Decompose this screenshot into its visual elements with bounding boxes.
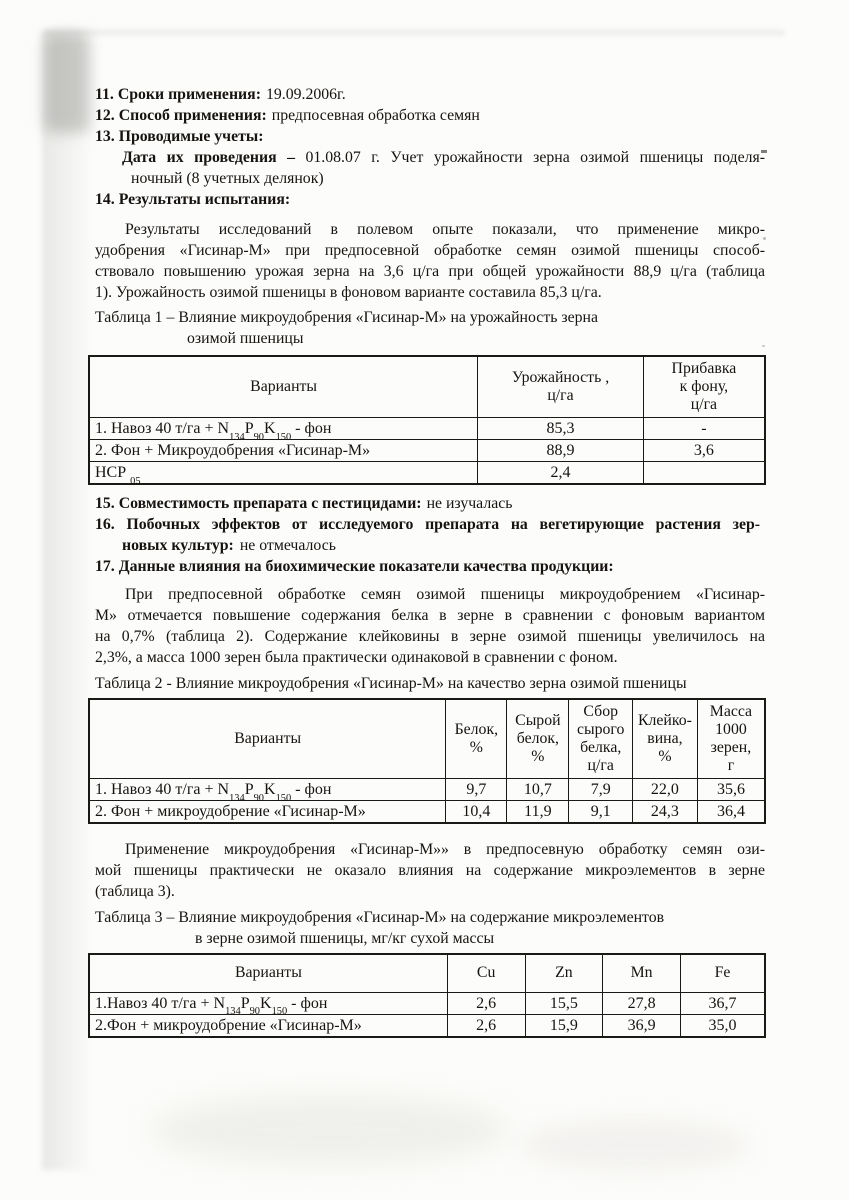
paragraph-line: Применение микроудобрения «Гисинар-М»» в предпосевную обработку семян ози- (125, 841, 765, 858)
value-cell: 11,9 (507, 801, 569, 824)
table-row (89, 440, 765, 462)
table-1-caption (95, 307, 765, 349)
variant-cell: 1. Навоз 40 $т/га + N_{134}P_{90}K_{150}$ - фон (89, 418, 478, 440)
item-15-value: не изучалась (426, 495, 513, 512)
caption-line: озимой пшеницы (187, 330, 304, 347)
table-header-cell: Mn (603, 954, 681, 992)
paragraph-line: Результаты исследований в полевом опыте показали, что применение микро- (125, 221, 765, 238)
list-item-15 (95, 493, 765, 514)
value-cell: 35,0 (680, 1014, 765, 1037)
table-row (89, 1014, 765, 1037)
paragraph-line: При предпосевной обработке семян озимой пшеницы микроудобрением «Гисинар- (125, 586, 765, 603)
item-16-value: не отмечалось (239, 537, 336, 554)
value-cell: 9,1 (569, 801, 633, 824)
list-item-13 (95, 126, 765, 147)
paragraph-line: на 0,7% (таблица 2). Содержание клейковины в зерне озимой пшеницы увеличилось на (95, 628, 765, 645)
value-cell: 24,3 (632, 801, 697, 824)
caption-line: Таблица 2 - Влияние микроудобрения «Гисинар-М» на качество зерна озимой пшеницы (95, 675, 687, 692)
item-15-heading: 15. Совместимость препарата с пестицидами: (95, 495, 422, 512)
list-item-12 (95, 105, 765, 126)
table-header-cell: Fe (680, 954, 765, 992)
paragraph-line: 2,3%, а масса 1000 зерен была практически одинаковой в сравнении с фоном. (95, 649, 618, 666)
table-3-caption (95, 907, 765, 949)
table-header-cell: Сбор сырого белка, ц/га (569, 699, 633, 779)
table-header-cell: Варианты (89, 699, 446, 779)
paragraph-results (95, 219, 765, 303)
table-header-cell: Сырой белок, % (507, 699, 569, 779)
item-12-heading: 12. Способ применения: (95, 107, 267, 124)
item-13-detail-label: Дата их проведения – (122, 149, 295, 166)
variant-cell: 2.Фон + микроудобрение «Гисинар-М» (89, 1014, 447, 1037)
value-cell: 15,5 (525, 992, 603, 1014)
item-17-heading: 17. Данные влияния на биохимические показатели качества продукции: (95, 558, 614, 575)
table-header-row (89, 954, 765, 992)
item-11-heading: 11. Сроки применения: (95, 86, 261, 103)
item-16-heading-cont: новых культур: (122, 537, 234, 554)
table-3-microelements (88, 953, 766, 1038)
value-cell: 10,4 (446, 801, 507, 824)
scan-blotch (520, 1120, 750, 1170)
caption-line: Таблица 1 – Влияние микроудобрения «Гисинар-М» на урожайность зерна (95, 309, 598, 326)
list-item-17 (95, 556, 765, 577)
table-header-cell: Клейко- вина, % (632, 699, 697, 779)
paragraph-line: 1). Урожайность озимой пшеницы в фоновом варианте составила 85,3 ц/га. (95, 284, 602, 301)
table-row (89, 992, 765, 1014)
value-cell: 36,9 (603, 1014, 681, 1037)
list-item-13-detail-line-1 (122, 147, 765, 168)
value-cell: - (643, 418, 765, 440)
paragraph-line: удобрения «Гисинар-М» при предпосевной обработке семян озимой пшеницы способ- (95, 242, 765, 259)
list-item-16-line-1 (95, 514, 765, 535)
value-cell: 2,4 (478, 462, 644, 485)
value-cell: 85,3 (478, 418, 644, 440)
caption-line: в зерне озимой пшеницы, мг/кг сухой массы (195, 930, 495, 947)
value-cell: 36,7 (680, 992, 765, 1014)
paragraph-line: (таблица 3). (95, 883, 175, 900)
document-content (95, 84, 765, 1038)
paragraph-quality (95, 584, 765, 668)
value-cell (643, 462, 765, 485)
variant-cell: 1.Навоз 40 $т/га + N_{134}P_{90}K_{150}$ - фон (89, 992, 447, 1014)
item-13-detail-value: 01.08.07 г. Учет урожайности зерна озимой пшеницы поделя- (305, 149, 765, 166)
value-cell: 9,7 (446, 779, 507, 801)
paragraph-microelements (95, 839, 765, 902)
item-12-value: предпосевная обработка семян (271, 107, 480, 124)
paragraph-line: мой пшеницы практически не оказало влияния на содержание микроэлементов в зерне (95, 862, 765, 879)
value-cell: 36,4 (697, 801, 765, 824)
table-2-grain-quality (88, 698, 766, 824)
table-row (89, 462, 765, 485)
caption-line: Таблица 3 – Влияние микроудобрения «Гисинар-М» на содержание микроэлементов (95, 909, 665, 926)
value-cell: 10,7 (507, 779, 569, 801)
value-cell: 27,8 (603, 992, 681, 1014)
item-13-heading: 13. Проводимые учеты: (95, 128, 264, 145)
table-header-row (89, 356, 765, 418)
value-cell: 35,6 (697, 779, 765, 801)
value-cell: 22,0 (632, 779, 697, 801)
variant-cell: 1. Навоз 40 $т/га + N_{134}P_{90}K_{150}$ - фон (89, 779, 446, 801)
table-header-cell: Масса 1000 зерен, г (697, 699, 765, 779)
table-header-cell: Варианты (89, 954, 447, 992)
table-header-cell: Варианты (89, 356, 478, 418)
scan-smudge-top-left (44, 33, 90, 133)
list-item-13-detail-line-2: ночный (8 учетных делянок) (131, 170, 324, 187)
list-item-11 (95, 84, 765, 105)
item-11-value: 19.09.2006г. (265, 86, 346, 103)
table-header-cell: Cu (447, 954, 525, 992)
scan-shadow-top (45, 29, 785, 36)
value-cell: 2,6 (447, 1014, 525, 1037)
table-row (89, 801, 765, 824)
scan-shadow-left (42, 30, 94, 1170)
paragraph-line: ствовало повышению урожая зерна на 3,6 ц/га при общей урожайности 88,9 ц/га (таблица (95, 263, 765, 280)
list-item-16-line-2 (122, 535, 765, 556)
table-2-caption (95, 673, 765, 694)
variant-cell: НСР $_{05}$ (89, 462, 478, 485)
table-1-yield (88, 355, 766, 485)
value-cell: 88,9 (478, 440, 644, 462)
variant-cell: 2. Фон + Микроудобрения «Гисинар-М» (89, 440, 478, 462)
list-item-14 (95, 189, 765, 210)
value-cell: 7,9 (569, 779, 633, 801)
table-header-cell: Прибавка к фону, ц/га (643, 356, 765, 418)
table-row (89, 418, 765, 440)
value-cell: 3,6 (643, 440, 765, 462)
item-16-heading: 16. Побочных эффектов от исследуемого препарата на вегетирующие растения зер- (95, 516, 760, 533)
paragraph-line: М» отмечается повышение содержания белка в зерне в сравнении с фоновым вариантом (95, 607, 765, 624)
variant-cell: 2. Фон + микроудобрение «Гисинар-М» (89, 801, 446, 824)
table-header-cell: Белок, % (446, 699, 507, 779)
item-14-heading: 14. Результаты испытания: (95, 191, 291, 208)
table-header-cell: Zn (525, 954, 603, 992)
scan-blotch (150, 1095, 510, 1165)
table-header-cell: Урожайность , ц/га (478, 356, 644, 418)
value-cell: 15,9 (525, 1014, 603, 1037)
value-cell: 2,6 (447, 992, 525, 1014)
table-header-row (89, 699, 765, 779)
table-row (89, 779, 765, 801)
